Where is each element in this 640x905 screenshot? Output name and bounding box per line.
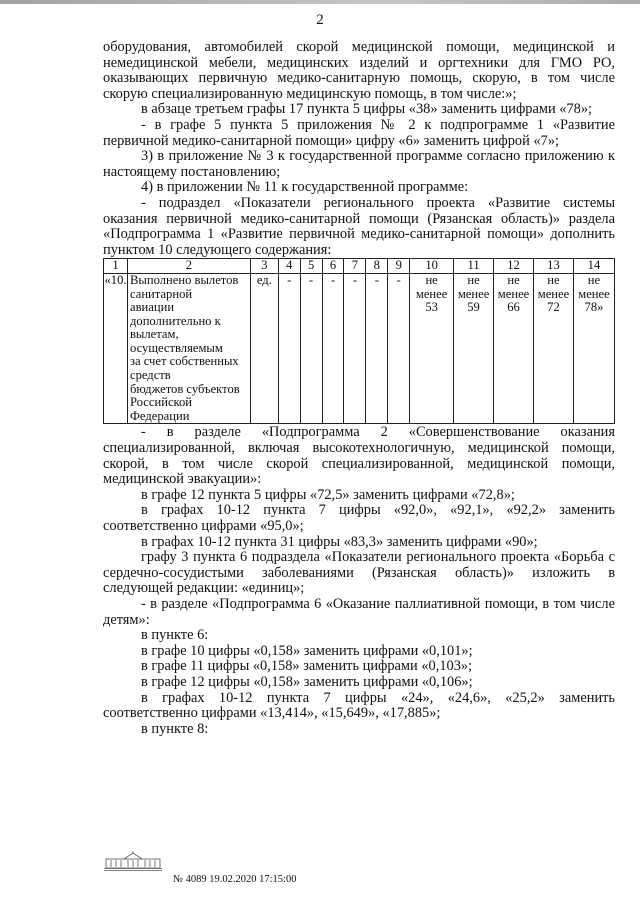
paragraph: в графах 10-12 пункта 7 цифры «92,0», «92,1», «92,2» заменить соответственно цифрами «95,0»; <box>103 502 615 534</box>
header-cell: 12 <box>494 259 534 274</box>
paragraph: в графах 10-12 пункта 31 цифры «83,3» заменить цифрами «90»; <box>141 533 538 550</box>
paragraph: - в разделе «Подпрограмма 2 «Совершенствование оказания специализированной, включая высокотехнологичную, медицинской помощи, скорой, в том числе скорой специализированной, медицинской помощи, медицинской эвакуации»: <box>103 424 615 488</box>
page-number: 2 <box>316 12 324 28</box>
header-cell: 9 <box>388 259 410 274</box>
value-cell: не менее 78» <box>573 273 614 424</box>
dash-cell: - <box>300 273 322 424</box>
header-cell: 6 <box>322 259 344 274</box>
paragraph: в пункте 6: <box>141 627 209 644</box>
indicators-table <box>103 258 615 424</box>
building-stamp-icon <box>102 850 164 872</box>
paragraph: графу 3 пункта 6 подраздела «Показатели регионального проекта «Борьба с сердечно-сосудистыми заболеваниями (Рязанская область)» изложить в следующей редакции: «единиц»; <box>103 549 615 597</box>
registration-number: № 4089 19.02.2020 17:15:00 <box>173 874 297 885</box>
header-cell: 11 <box>454 259 494 274</box>
header-cell: 13 <box>533 259 573 274</box>
header-cell: 5 <box>300 259 322 274</box>
header-cell: 2 <box>127 259 250 274</box>
paragraph: в пункте 8: <box>141 720 209 737</box>
document-body <box>103 40 615 737</box>
indicator-description: Выполнено вылетов санитарной авиации дополнительно к вылетам, осуществляемым за счет собственных средств бюджетов субъектов Российской Федерации <box>127 273 250 424</box>
paragraph: в графе 12 цифры «0,158» заменить цифрами «0,106»; <box>141 673 473 690</box>
table-header-row <box>104 259 615 274</box>
header-cell: 10 <box>410 259 454 274</box>
row-number: «10. <box>104 273 128 424</box>
value-cell: не менее 72 <box>533 273 573 424</box>
value-cell: не менее 66 <box>494 273 534 424</box>
dash-cell: - <box>322 273 344 424</box>
header-cell: 1 <box>104 259 128 274</box>
header-cell: 7 <box>344 259 366 274</box>
value-cell: не менее 59 <box>454 273 494 424</box>
paragraph: 4) в приложении № 11 к государственной программе: <box>141 179 469 196</box>
paragraph: в графах 10-12 пункта 7 цифры «24», «24,6», «25,2» заменить соответственно цифрами «13,414», «15,649», «17,885»; <box>103 689 615 722</box>
dash-cell: - <box>388 273 410 424</box>
scan-top-edge <box>0 0 640 4</box>
header-cell: 4 <box>278 259 300 274</box>
paragraph: - в графе 5 пункта 5 приложения № 2 к подпрограмме 1 «Развитие первичной медико-санитарной помощи» цифру «6» заменить цифрой «7»; <box>103 116 615 149</box>
dash-cell: - <box>278 273 300 424</box>
value-cell: не менее 53 <box>410 273 454 424</box>
paragraph: в графе 10 цифры «0,158» заменить цифрами «0,101»; <box>141 642 473 659</box>
table-row <box>104 273 615 424</box>
dash-cell: - <box>344 273 366 424</box>
paragraph: - подраздел «Показатели регионального проекта «Развитие системы оказания первичной медико-санитарной помощи (Рязанская область)» раздела «Подпрограмма 1 «Развитие первичной медико-санитарной помощи» дополнить пунктом 10 следующего содержания: <box>103 194 615 258</box>
paragraph: в графе 11 цифры «0,158» заменить цифрами «0,103»; <box>141 658 473 675</box>
paragraph: оборудования, автомобилей скорой медицинской помощи, медицинской и немедицинской мебели, медицинских изделий и оргтехники для ГМО РО, оказывающих первичную медико-санитарную помощь, скорую, в том числе скорую специализированную медицинскую помощь, в том числе:»; <box>103 39 615 102</box>
header-cell: 3 <box>250 259 278 274</box>
paragraph: - в разделе «Подпрограмма 6 «Оказание паллиативной помощи, в том числе детям»: <box>103 595 615 628</box>
header-cell: 14 <box>573 259 614 274</box>
paragraph: в графе 12 пункта 5 цифры «72,5» заменить цифрами «72,8»; <box>141 486 515 503</box>
header-cell: 8 <box>366 259 388 274</box>
paragraph: 3) в приложение № 3 к государственной программе согласно приложению к настоящему постановлению; <box>103 148 615 180</box>
unit-cell: ед. <box>250 273 278 424</box>
paragraph: в абзаце третьем графы 17 пункта 5 цифры «38» заменить цифрами «78»; <box>141 101 593 118</box>
dash-cell: - <box>366 273 388 424</box>
